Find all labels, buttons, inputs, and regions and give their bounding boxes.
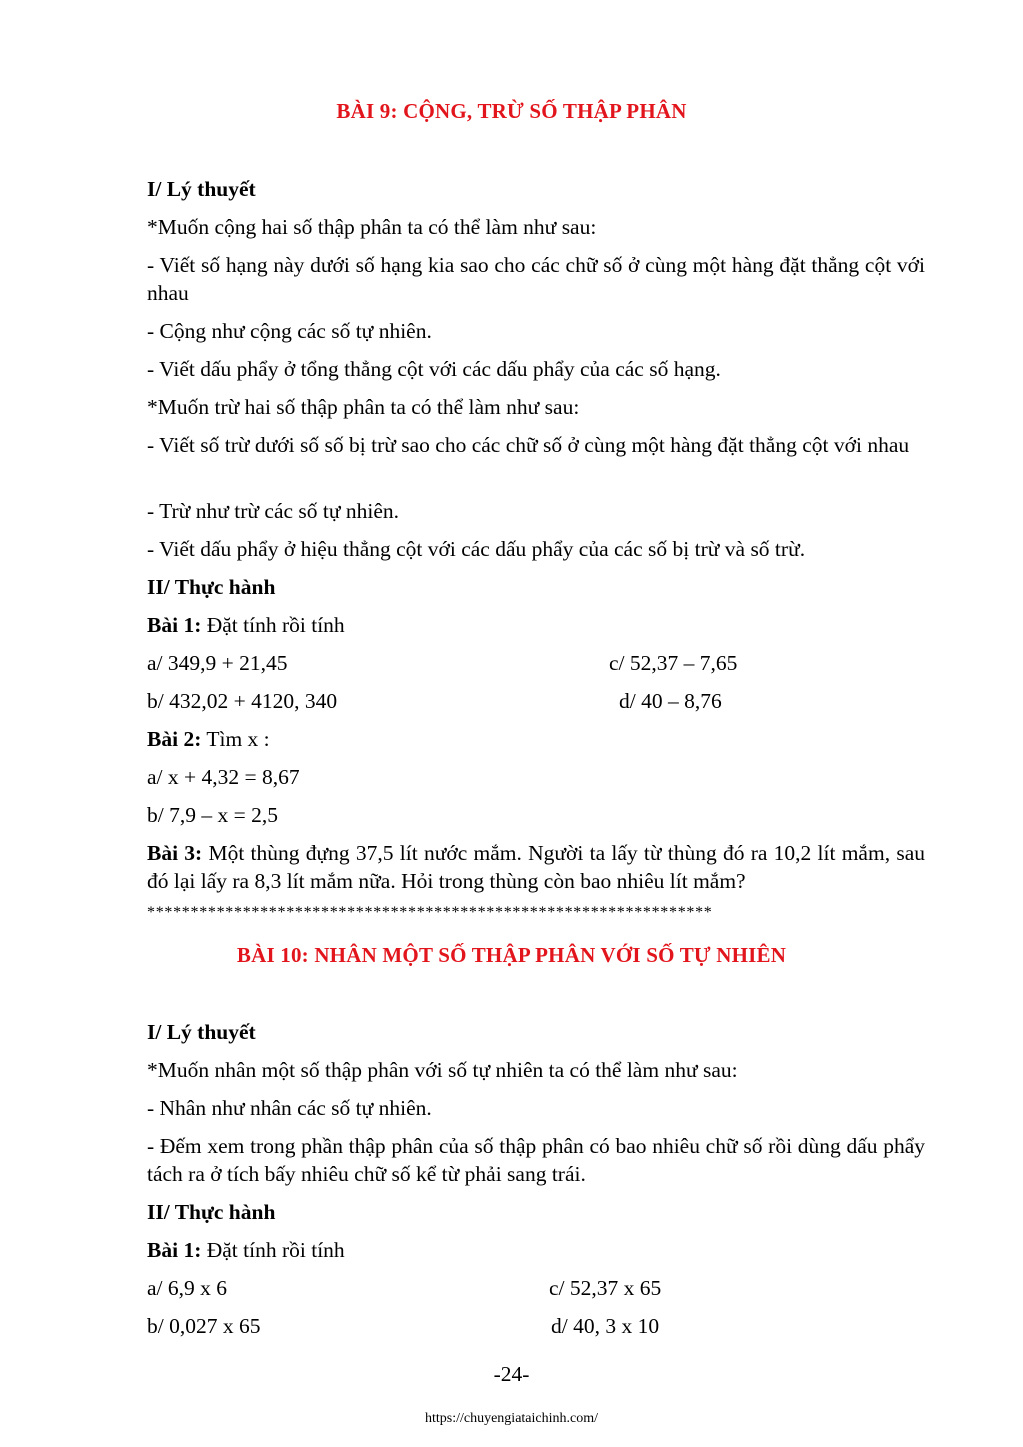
exercise-text: Một thùng đựng 37,5 lít nước mắm. Người ta lấy từ thùng đó ra 10,2 lít mắm, sau đó lại lấy ra 8,3 lít mắm nữa. Hỏi trong thùng còn bao nhiêu lít mắm? [147,841,925,893]
exercise-text: Đặt tính rồi tính [201,613,345,637]
lesson9-theory-line: *Muốn cộng hai số thập phân ta có thể làm như sau: [147,215,597,239]
exercise-label: Bài 1: [147,613,202,637]
lesson9-theory-heading: I/ Lý thuyết [147,177,256,201]
lesson9-theory-line: - Viết dấu phẩy ở tổng thẳng cột với các dấu phẩy của các số hạng. [147,357,721,381]
lesson9-exercise-3 [147,839,925,895]
lesson10-ex1-a: a/ 6,9 x 6 [147,1276,228,1300]
lesson9-theory-line: - Viết số hạng này dưới số hạng kia sao cho các chữ số ở cùng một hàng đặt thẳng cột với nhau [147,253,925,305]
lesson9-theory-line: - Viết dấu phẩy ở hiệu thẳng cột với các dấu phẩy của các số bị trừ và số trừ. [147,537,806,561]
exercise-label: Bài 2: [147,727,202,751]
lesson9-ex1-b: b/ 432,02 + 4120, 340 [147,689,338,713]
lesson9-exercise-1 [147,611,345,639]
exercise-text: Đặt tính rồi tính [201,1238,345,1262]
lesson10-theory-line: *Muốn nhân một số thập phân với số tự nhiên ta có thể làm như sau: [147,1058,738,1082]
lesson10-theory-line: - Đếm xem trong phần thập phân của số thập phân có bao nhiêu chữ số rồi dùng dấu phẩy tách ra ở tích bấy nhiêu chữ số kể từ phải sang trái. [147,1134,925,1186]
lesson9-ex2-b: b/ 7,9 – x = 2,5 [147,803,278,827]
lesson9-theory-line: *Muốn trừ hai số thập phân ta có thể làm như sau: [147,395,580,419]
lesson10-theory-heading: I/ Lý thuyết [147,1020,256,1044]
lesson9-theory-line: - Cộng như cộng các số tự nhiên. [147,319,432,343]
lesson9-title: BÀI 9: CỘNG, TRỪ SỐ THẬP PHÂN [336,99,687,123]
lesson10-ex1-d: d/ 40, 3 x 10 [551,1314,660,1338]
lesson9-ex1-d: d/ 40 – 8,76 [619,689,722,713]
lesson10-title: BÀI 10: NHÂN MỘT SỐ THẬP PHÂN VỚI SỐ TỰ NHIÊN [236,943,787,967]
lesson9-ex1-c: c/ 52,37 – 7,65 [609,651,738,675]
lesson10-ex1-b: b/ 0,027 x 65 [147,1314,261,1338]
lesson9-practice-heading: II/ Thực hành [147,575,276,599]
separator: ***************************************************************** [147,904,713,921]
exercise-text: Tìm x : [201,727,270,751]
lesson9-theory-line: - Viết số trừ dưới số số bị trừ sao cho các chữ số ở cùng một hàng đặt thẳng cột với nhau [147,433,910,457]
lesson9-theory-line: - Trừ như trừ các số tự nhiên. [147,499,400,523]
lesson10-practice-heading: II/ Thực hành [147,1200,276,1224]
lesson9-ex2-a: a/ x + 4,32 = 8,67 [147,765,300,789]
lesson9-exercise-2 [147,725,270,753]
footer-url[interactable]: https://chuyengiataichinh.com/ [424,1411,599,1426]
lesson10-exercise-1 [147,1236,345,1264]
page-number: -24- [493,1362,530,1386]
lesson10-ex1-c: c/ 52,37 x 65 [549,1276,662,1300]
lesson10-theory-line: - Nhân như nhân các số tự nhiên. [147,1096,432,1120]
exercise-label: Bài 1: [147,1238,202,1262]
exercise-label: Bài 3: [147,841,203,865]
lesson9-ex1-a: a/ 349,9 + 21,45 [147,651,288,675]
